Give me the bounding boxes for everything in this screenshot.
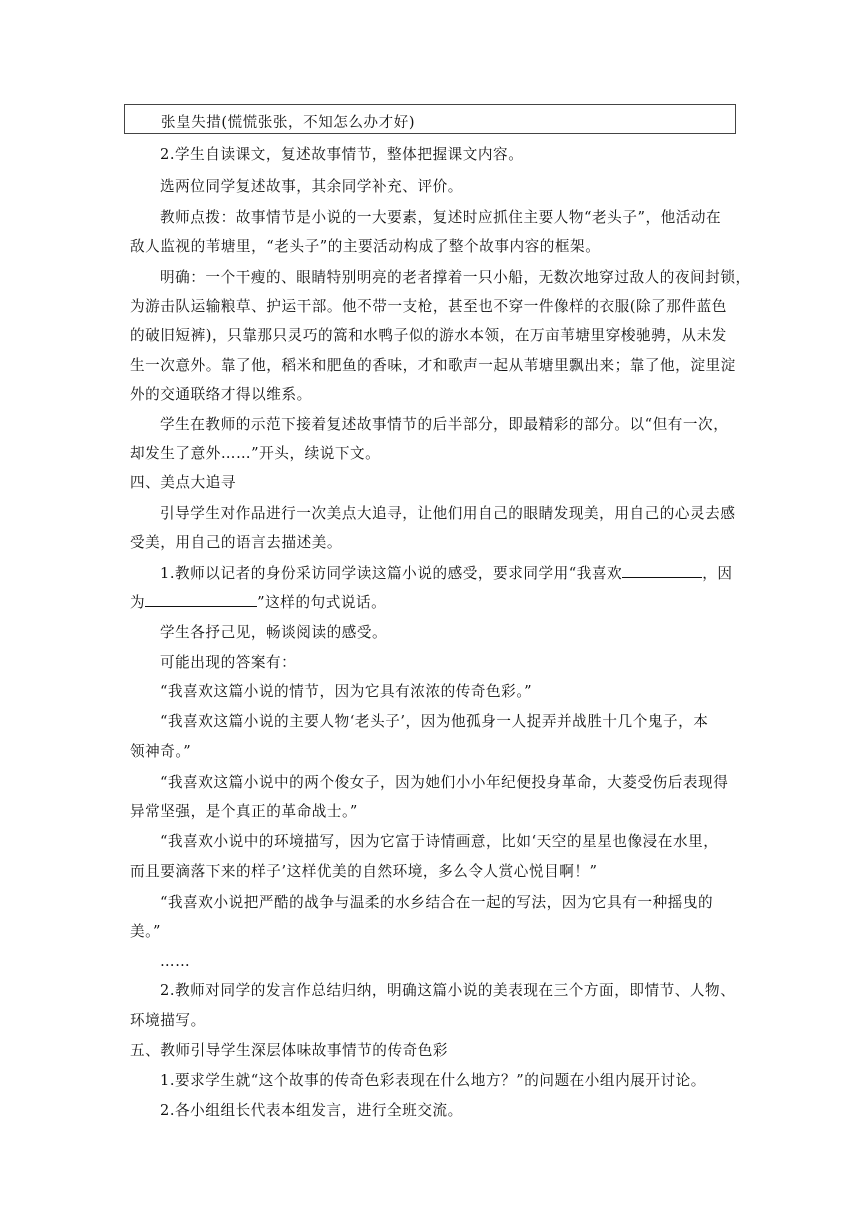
- quote-continuation: 异常坚强，是个真正的革命战士。”: [130, 803, 358, 820]
- fill-in-blank: [145, 592, 257, 607]
- paragraph-with-blank: [160, 563, 733, 584]
- quote: “我喜欢小说中的环境描写，因为它富于诗情画意，比如‘天空的星星也像浸在水里，: [160, 833, 719, 850]
- fill-in-blank: [622, 563, 702, 578]
- paragraph: 2.教师对同学的发言作总结归纳，明确这篇小说的美表现在三个方面，即情节、人物、: [160, 982, 736, 999]
- quote-continuation: 领神奇。”: [130, 743, 192, 760]
- quote: “我喜欢这篇小说的情节，因为它具有浓浓的传奇色彩。”: [160, 683, 533, 700]
- paragraph-continuation: 外的交通联络才得以维系。: [130, 386, 312, 403]
- paragraph: 明确：一个干瘦的、眼睛特别明亮的老者撑着一只小船，无数次地穿过敌人的夜间封锁，: [160, 269, 751, 286]
- paragraph-continuation: 敌人监视的苇塘里，“老头子”的主要活动构成了整个故事内容的框架。: [130, 238, 601, 255]
- paragraph-text: 为: [130, 594, 146, 611]
- vocab-note-text: 张皇失措(慌慌张张，不知怎么办才好): [161, 115, 416, 131]
- quote-continuation: 而且要滴落下来的样子’这样优美的自然环境，多么令人赏心悦目啊！”: [130, 863, 598, 880]
- paragraph: 选两位同学复述故事，其余同学补充、评价。: [160, 178, 463, 195]
- quote: “我喜欢这篇小说中的两个俊女子，因为她们小小年纪便投身革命，大菱受伤后表现得: [160, 774, 729, 791]
- paragraph-text: 1.教师以记者的身份采访同学读这篇小说的感受，要求同学用“我喜欢: [160, 565, 623, 582]
- paragraph: 引导学生对作品进行一次美点大追寻，让他们用自己的眼睛发现美，用自己的心灵去感: [160, 505, 736, 522]
- section-heading-4: 四、美点大追寻: [130, 474, 237, 491]
- paragraph: 2.各小组组长代表本组发言，进行全班交流。: [160, 1102, 463, 1119]
- paragraph-with-blank: [130, 592, 386, 613]
- paragraph: 可能出现的答案有：: [160, 654, 297, 671]
- paragraph: 1.要求学生就“这个故事的传奇色彩表现在什么地方？”的问题在小组内展开讨论。: [160, 1072, 706, 1089]
- section-heading-5: 五、教师引导学生深层体味故事情节的传奇色彩: [130, 1042, 449, 1059]
- paragraph-text: ，因: [702, 565, 733, 582]
- paragraph: 教师点拨：故事情节是小说的一大要素，复述时应抓住主要人物“老头子”，他活动在: [160, 209, 722, 226]
- paragraph-continuation: 受美，用自己的语言去描述美。: [130, 534, 343, 551]
- paragraph-continuation: 为游击队运输粮草、护运干部。他不带一支枪，甚至也不穿一件像样的衣服(除了那件蓝色: [130, 298, 727, 315]
- paragraph-continuation: 的破旧短裤)，只靠那只灵巧的篙和水鸭子似的游水本领，在万亩苇塘里穿梭驰骋，从未发: [130, 327, 727, 344]
- paragraph: 学生在教师的示范下接着复述故事情节的后半部分，即最精彩的部分。以“但有一次，: [160, 416, 729, 433]
- paragraph: 学生各抒己见，畅谈阅读的感受。: [160, 624, 388, 641]
- boxed-vocab-note: [124, 104, 736, 134]
- paragraph-continuation: 生一次意外。靠了他，稻米和肥鱼的香味，才和歌声一起从苇塘里飘出来；靠了他，淀里淀: [130, 357, 736, 374]
- paragraph-continuation: 环境描写。: [130, 1012, 206, 1029]
- paragraph-text: ”这样的句式说话。: [257, 594, 387, 611]
- quote: “我喜欢这篇小说的主要人物‘老头子’，因为他孤身一人捉弄并战胜十几个鬼子，本: [160, 713, 709, 730]
- paragraph-continuation: 却发生了意外……”开头，续说下文。: [130, 445, 381, 462]
- ellipsis: ……: [160, 953, 191, 970]
- quote-continuation: 美。”: [130, 923, 161, 940]
- quote: “我喜欢小说把严酷的战争与温柔的水乡结合在一起的写法，因为它具有一种摇曳的: [160, 894, 714, 911]
- paragraph: 2.学生自读课文，复述故事情节，整体把握课文内容。: [160, 146, 524, 163]
